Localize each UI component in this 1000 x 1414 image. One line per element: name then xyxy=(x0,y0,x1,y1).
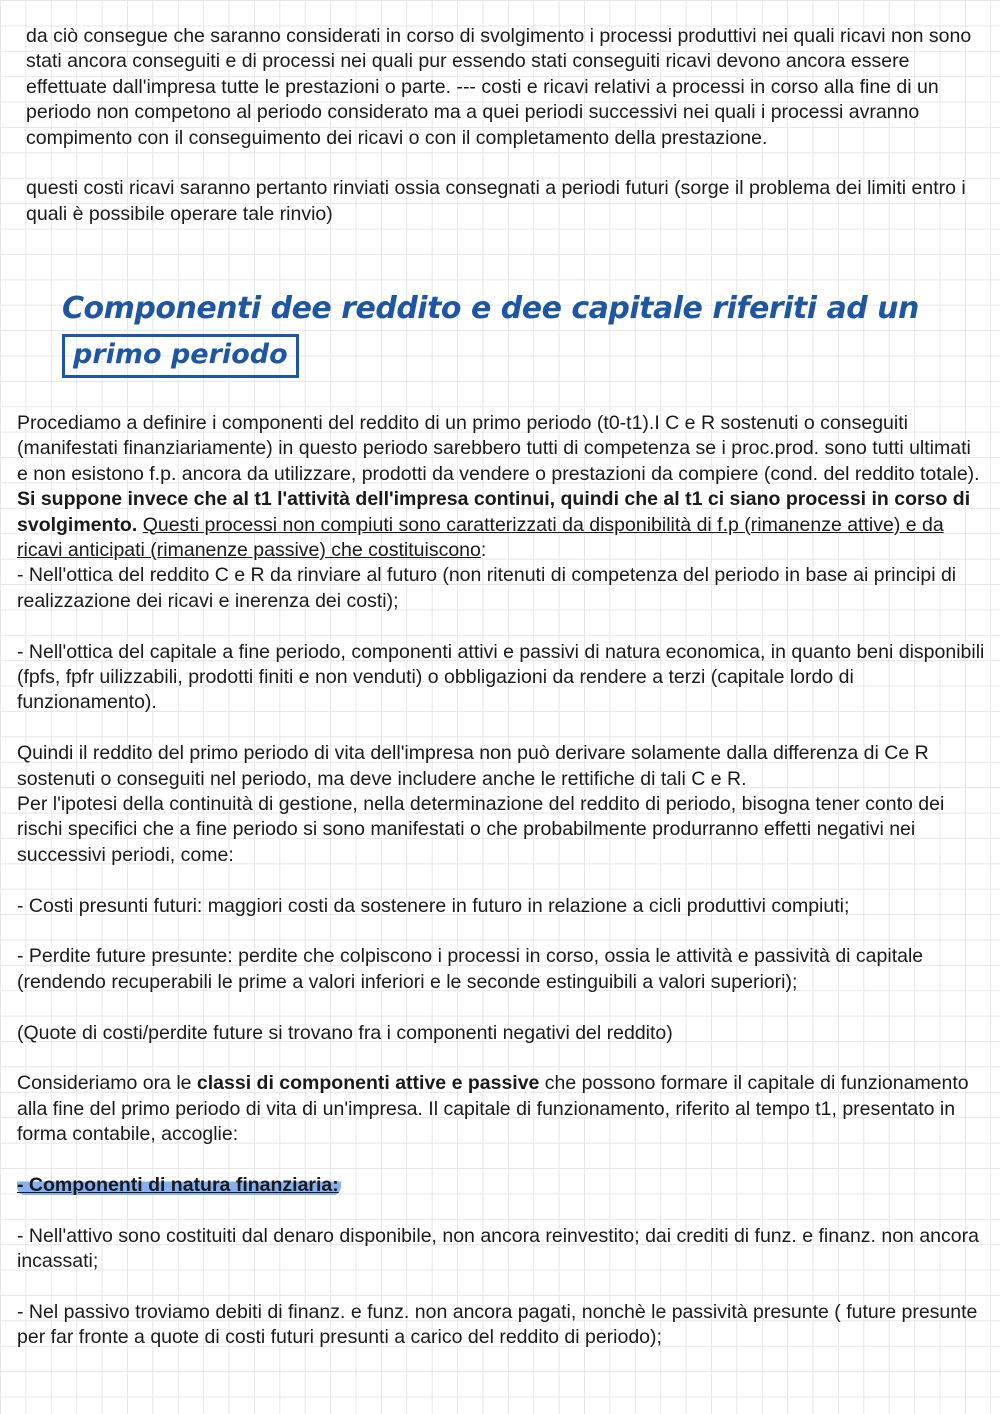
list-item-capitale: - Nell'ottica del capitale a fine periodo, componenti attivi e passivi di natura economica, in quanto beni disponibili (fpfs, fpfr uilizzabili, prodotti finiti e non venduti) o obbligazioni da rendere a terzi (capitale lordo di funzionamento). xyxy=(17,640,985,714)
list-item-reddito: - Nell'ottica del reddito C e R da rinviare al futuro (non ritenuti di competenza del periodo in base ai principi di realizzazione dei ricavi e inerenza dei costi); xyxy=(17,564,957,612)
bold-statement: Si suppone invece che al t1 l'attività dell'impresa continui, quindi che al t1 ci siano processi in corso di svolgimento. xyxy=(17,488,971,536)
spacer xyxy=(17,1198,987,1223)
bold-term: classi di componenti attive e passive xyxy=(196,1072,540,1095)
spacer xyxy=(17,716,987,741)
underlined-statement: Questi processi non compiuti sono caratterizzati da disponibilità di f.p (rimanenze attive) e da ricavi anticipati (rimanenze passive) che costituiscono xyxy=(17,513,944,562)
section-title-finanziaria xyxy=(17,1173,987,1198)
intro-paragraph-1: da ciò consegue che saranno considerati in corso di svolgimento i processi produttivi nei quali ricavi non sono stati ancora conseguiti e di processi nei quali pur essendo stati conseguiti ricavi devono ancora essere effettuate dall'impresa tutte le prestazioni o parte. --- costi e ricavi relativi a processi in corso alla fine di un periodo non competono al periodo considerato ma a quei periodi successivi nei quali i processi avranno compimento con il conseguimento dei ricavi o con il completamento della prestazione. xyxy=(26,25,972,149)
colon: : xyxy=(480,539,487,562)
spacer xyxy=(17,1148,987,1173)
spacer xyxy=(17,1275,987,1300)
paragraph-reddito-primo-periodo: Quindi il reddito del primo periodo di vita dell'impresa non può derivare solamente dalla differenza di Ce R sostenuti o conseguiti nel periodo, ma deve includere anche le rettifiche di tali C e R. xyxy=(17,742,929,790)
highlighted-title: - Componenti di natura finanziaria: xyxy=(17,1174,339,1197)
paragraph-text: Procediamo a definire i componenti del reddito di un primo periodo (t0-t1).I C e R sostenuti o conseguiti (manifestati finanziariamente) in questo periodo sarebbero tutti di competenza se i proc.prod. sono tutti ultimati e non esistono f.p. ancora da utilizzare, prodotti da vendere o prestazioni da compiere (cond. del reddito totale). xyxy=(17,412,980,485)
paragraph-continuita-gestione: Per l'ipotesi della continuità di gestione, nella determinazione del reddito di periodo, bisogna tener conto dei rischi specifici che a fine periodo si sono manifestati o che probabilmente produrranno effetti negativi nei successivi periodi, come: xyxy=(17,793,945,866)
main-body xyxy=(17,411,987,1351)
paragraph-text: che possono formare il capitale di funzionamento alla fine del primo periodo di vita di un'impresa. Il capitale di funzionamento, riferito al tempo t1, presentato in forma contabile, accoglie: xyxy=(17,1072,969,1146)
spacer xyxy=(17,995,987,1020)
intro-paragraph-2: questi costi ricavi saranno pertanto rinviati ossia consegnati a periodi futuri (sorge il problema dei limiti entro i quali è possibile operare tale rinvio) xyxy=(26,177,966,225)
spacer xyxy=(17,919,987,944)
list-item-attivo: - Nell'attivo sono costituiti dal denaro disponibile, non ancora reinvestito; dai crediti di funz. e finanz. non ancora incassati; xyxy=(17,1224,979,1273)
spacer xyxy=(17,614,987,639)
list-item-perdite-future: - Perdite future presunte: perdite che colpiscono i processi in corso, ossia le attività e passività di capitale (rendendo recuperabili le prime a valori inferiori e le seconde estinguibili a valori superiori); xyxy=(17,945,924,993)
list-item-passivo: - Nel passivo troviamo debiti di finanz. e funz. non ancora pagati, nonchè le passività presunte ( future presunte per far fronte a quote di costi futuri presunti a carico del reddito di periodo); xyxy=(17,1301,978,1349)
list-item-costi-presunti: - Costi presunti futuri: maggiori costi da sostenere in futuro in relazione a cicli produttivi compiuti; xyxy=(17,894,850,917)
paragraph-text: Consideriamo ora le xyxy=(17,1072,197,1095)
spacer xyxy=(17,868,987,893)
paragraph-primo-periodo xyxy=(17,411,987,563)
note-quote-costi: (Quote di costi/perdite future si trovano fra i componenti negativi del reddito) xyxy=(17,1021,673,1044)
paragraph-classi-componenti xyxy=(17,1071,987,1147)
spacer xyxy=(17,1046,987,1071)
heading-line-1: Componenti dee reddito e dee capitale riferiti ad un xyxy=(62,291,919,326)
heading-boxed-label: primo periodo xyxy=(62,334,299,378)
intro-section xyxy=(26,24,986,227)
handwritten-heading xyxy=(62,286,942,378)
